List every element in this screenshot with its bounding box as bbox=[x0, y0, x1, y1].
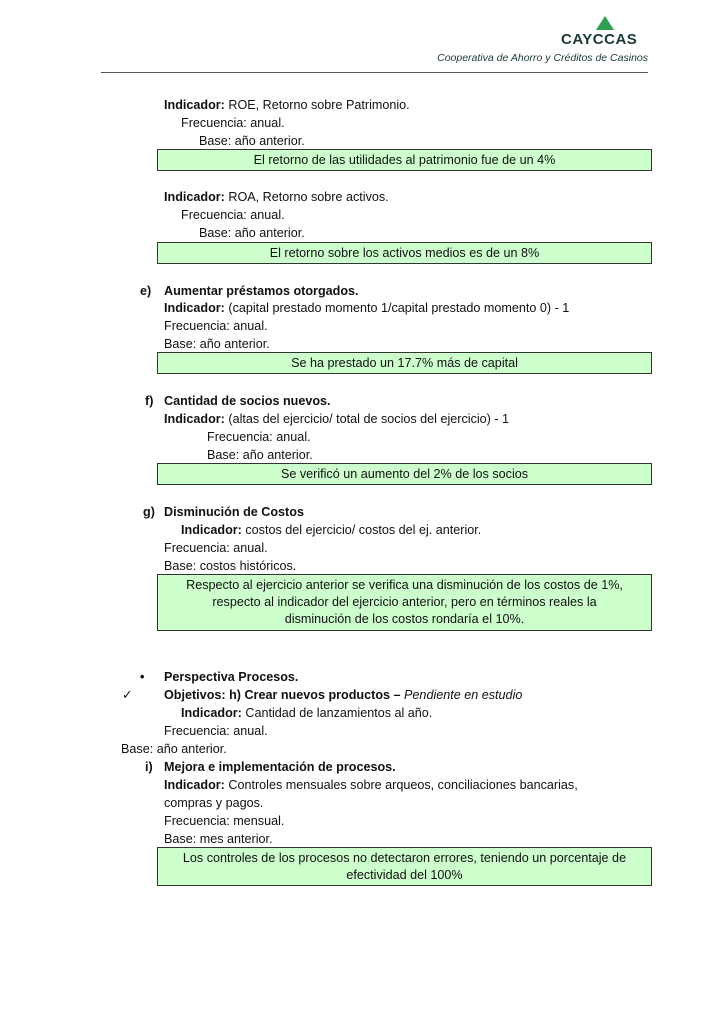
roa-result-box: El retorno sobre los activos medios es de un 8% bbox=[157, 242, 652, 264]
item-g-result-line-3: disminución de los costos rondaría el 10%. bbox=[284, 612, 525, 626]
item-g-indicador: Indicador: costos del ejercicio/ costos del ej. anterior. bbox=[181, 523, 482, 537]
item-g-base: Base: costos históricos. bbox=[164, 559, 297, 573]
item-f-marker: f) bbox=[145, 394, 154, 408]
checkmark-icon: ✓ bbox=[122, 688, 133, 702]
item-e-result-box: Se ha prestado un 17.7% más de capital bbox=[157, 352, 652, 374]
item-f-result-box: Se verificó un aumento del 2% de los socios bbox=[157, 463, 652, 485]
roe-frecuencia: Frecuencia: anual. bbox=[181, 116, 285, 130]
item-e-indicador: Indicador: (capital prestado momento 1/capital prestado momento 0) - 1 bbox=[164, 301, 570, 315]
roe-base: Base: año anterior. bbox=[199, 134, 305, 148]
item-g-result-box bbox=[157, 574, 652, 631]
procesos-objetivo: Objetivos: h) Crear nuevos productos – Pendiente en estudio bbox=[164, 688, 523, 702]
procesos-base: Base: año anterior. bbox=[121, 742, 227, 756]
roe-result-box: El retorno de las utilidades al patrimonio fue de un 4% bbox=[157, 149, 652, 171]
item-f-title: Cantidad de socios nuevos. bbox=[164, 394, 331, 408]
item-e-frecuencia: Frecuencia: anual. bbox=[164, 319, 268, 333]
item-e-title: Aumentar préstamos otorgados. bbox=[164, 284, 359, 298]
procesos-frecuencia: Frecuencia: anual. bbox=[164, 724, 268, 738]
item-i-indicador: Indicador: Controles mensuales sobre arqueos, conciliaciones bancarias, bbox=[164, 778, 578, 792]
item-g-result-line-1: Respecto al ejercicio anterior se verifica una disminución de los costos de 1%, bbox=[186, 578, 623, 592]
bullet-icon: • bbox=[140, 670, 145, 684]
header-subtitle: Cooperativa de Ahorro y Créditos de Casinos bbox=[437, 52, 648, 64]
item-g-marker: g) bbox=[143, 505, 155, 519]
roa-frecuencia: Frecuencia: anual. bbox=[181, 208, 285, 222]
roa-indicador: Indicador: ROA, Retorno sobre activos. bbox=[164, 190, 389, 204]
logo-text: CAYCCAS bbox=[561, 31, 638, 48]
item-i-marker: i) bbox=[145, 760, 153, 774]
item-i-result-box bbox=[157, 847, 652, 886]
item-f-frecuencia: Frecuencia: anual. bbox=[207, 430, 311, 444]
item-f-indicador: Indicador: (altas del ejercicio/ total de socios del ejercicio) - 1 bbox=[164, 412, 510, 426]
roe-indicador: Indicador: ROE, Retorno sobre Patrimonio. bbox=[164, 98, 410, 112]
item-i-title: Mejora e implementación de procesos. bbox=[164, 760, 396, 774]
item-e-base: Base: año anterior. bbox=[164, 337, 270, 351]
item-i-frecuencia: Frecuencia: mensual. bbox=[164, 814, 285, 828]
header-divider bbox=[101, 72, 648, 73]
item-i-result-line-2: efectividad del 100% bbox=[346, 868, 463, 882]
item-g-result-line-2: respecto al indicador del ejercicio anterior, pero en términos reales la bbox=[212, 595, 597, 609]
item-g-title: Disminución de Costos bbox=[164, 505, 304, 519]
roa-base: Base: año anterior. bbox=[199, 226, 305, 240]
item-i-indicador-cont: compras y pagos. bbox=[164, 796, 264, 810]
procesos-indicador: Indicador: Cantidad de lanzamientos al año. bbox=[181, 706, 433, 720]
item-i-result-line-1: Los controles de los procesos no detectaron errores, teniendo un porcentaje de bbox=[182, 851, 627, 865]
procesos-title: Perspectiva Procesos. bbox=[164, 670, 299, 684]
item-g-frecuencia: Frecuencia: anual. bbox=[164, 541, 268, 555]
item-e-marker: e) bbox=[140, 284, 152, 298]
item-f-base: Base: año anterior. bbox=[207, 448, 313, 462]
item-i-base: Base: mes anterior. bbox=[164, 832, 273, 846]
